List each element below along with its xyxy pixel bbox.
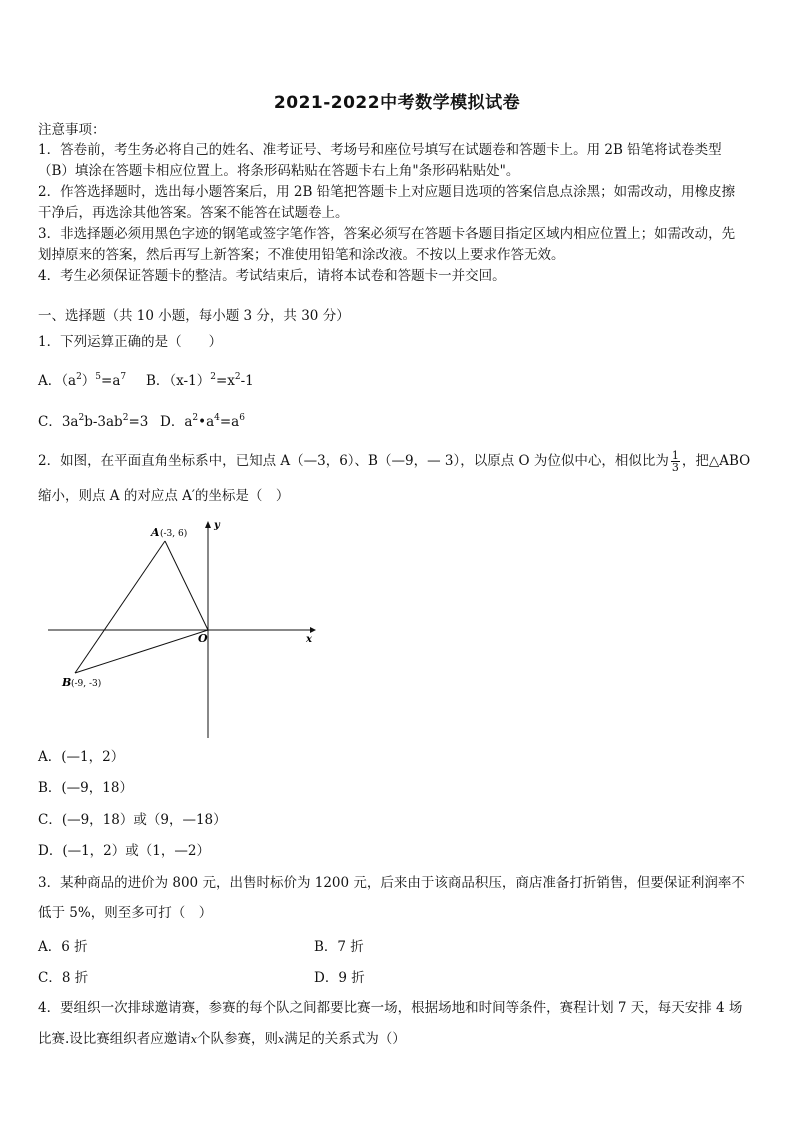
notice-line: 4．考生必须保证答题卡的整洁。考试结束后，请将本试卷和答题卡一并交回。: [38, 268, 506, 284]
x-axis-label: x: [306, 634, 312, 645]
notice-line: 1．答卷前，考生务必将自己的姓名、准考证号、考场号和座位号填写在试题卷和答题卡上。用 2B 铅笔将试卷类型: [38, 142, 722, 158]
ratio-fraction: $\frac{1}{3}$: [671, 449, 679, 474]
page-title: 2021-2022中考数学模拟试卷: [273, 93, 521, 113]
question-2-option-b: B．(—9，18）: [38, 780, 133, 796]
notice-line: 3．非选择题必须用黑色字迹的钢笔或签字笔作答，答案必须写在答题卡各题目指定区域内相应位置上；如需改动，先: [38, 226, 736, 242]
question-3-option-d: D．9 折: [314, 970, 365, 986]
origin-label: O: [198, 632, 208, 645]
y-axis-label: y: [214, 520, 220, 531]
question-3-option-a: A．6 折: [38, 939, 88, 955]
question-3-stem-line2: 低于 5%，则至多可打（ ）: [38, 905, 213, 921]
notice-heading: 注意事项：: [38, 122, 106, 138]
question-3-option-c: C．8 折: [38, 970, 89, 986]
question-2-option-d: D．(—1，2）或（1，—2）: [38, 843, 210, 859]
notice-line: 划掉原来的答案，然后再写上新答案；不准使用铅笔和涂改液。不按以上要求作答无效。: [38, 247, 565, 263]
question-2-option-a: A．(—1，2）: [38, 749, 125, 765]
section-heading: 一、选择题（共 10 小题，每小题 3 分，共 30 分）: [38, 308, 350, 324]
notice-line: （B）填涂在答题卡相应位置上。将条形码粘贴在答题卡右上角"条形码粘贴处"。: [38, 163, 520, 179]
point-b-coord: (-9, -3): [71, 679, 102, 689]
coordinate-figure: [48, 518, 318, 740]
question-3-stem: 3．某种商品的进价为 800 元，出售时标价为 1200 元，后来由于该商品积压，商店准备打折销售，但要保证利润率不: [38, 875, 745, 891]
question-4-stem-line2: 比赛.设比赛组织者应邀请x个队参赛，则x满足的关系式为（）: [38, 1031, 406, 1047]
x-axis-arrow-icon: [310, 627, 316, 633]
point-a-coord: (-3, 6): [160, 529, 188, 539]
question-2-option-c: C．(—9，18）或（9，—18）: [38, 812, 227, 828]
question-3-option-b: B．7 折: [314, 939, 364, 955]
y-axis-arrow-icon: [205, 521, 211, 528]
question-1-option-a: A．$(a^2)^5=a^7$: [38, 372, 127, 389]
segment-ab: [75, 541, 165, 673]
segment-bo: [75, 630, 208, 673]
point-b-label: B: [62, 676, 72, 689]
question-4-stem: 4．要组织一次排球邀请赛，参赛的每个队之间都要比赛一场，根据场地和时间等条件，赛程计划 7 天，每天安排 4 场: [38, 1000, 743, 1016]
question-1-option-b: B．$(x-1)^2=x^2-1$: [146, 372, 254, 389]
question-2-stem: 2．如图，在平面直角坐标系中，已知点 A（—3，6）、B（—9，— 3），以原点 O 为位似中心，相似比为 $\frac{1}{3}$ ，把△ABO: [38, 449, 751, 474]
question-1-option-d: D．$a^2•a^4=a^6$: [160, 413, 245, 430]
question-1-stem: 1．下列运算正确的是（ ）: [38, 334, 223, 350]
segment-ao: [165, 541, 208, 630]
question-1-option-c: C．$3a^2b-3ab^2=3$: [38, 413, 149, 430]
notice-line: 干净后，再选涂其他答案。答案不能答在试题卷上。: [38, 205, 349, 221]
question-2-stem-line2: 缩小，则点 A 的对应点 A′的坐标是（ ）: [38, 488, 290, 504]
point-a-label: A: [151, 526, 160, 539]
notice-line: 2．作答选择题时，选出每小题答案后，用 2B 铅笔把答题卡上对应题目选项的答案信息点涂黑；如需改动，用橡皮擦: [38, 184, 736, 200]
